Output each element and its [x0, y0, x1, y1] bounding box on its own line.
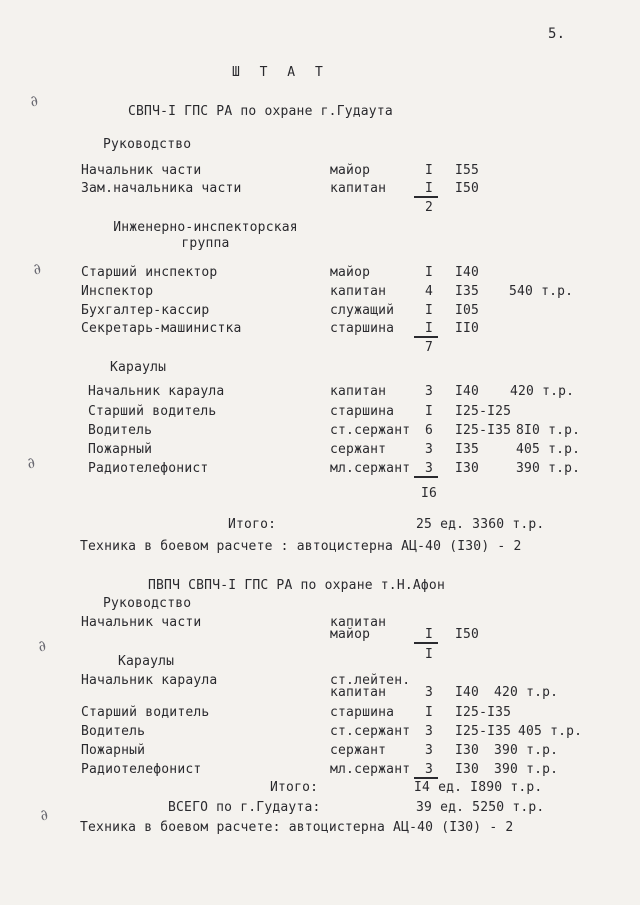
rank-cell: капитан — [330, 384, 387, 399]
salary-cell: I35 — [455, 284, 480, 299]
note-cell: 420 т.р. — [494, 685, 559, 700]
salary-cell: I50 — [455, 627, 480, 642]
note-cell: 405 т.р. — [516, 442, 581, 457]
position-cell: Начальник части — [81, 615, 202, 630]
position-cell: Водитель — [88, 423, 153, 438]
position-cell: Начальник караула — [81, 673, 218, 688]
rank-cell: ст.лейтен. — [330, 673, 411, 688]
rank-cell: ст.сержант — [330, 423, 411, 438]
position-cell: Бухгалтер-кассир — [81, 303, 210, 318]
rank-cell: майор — [330, 265, 371, 280]
group-heading: Караулы — [118, 654, 175, 669]
salary-cell: I40 — [455, 685, 480, 700]
qty-cell: I — [424, 181, 434, 196]
qty-cell: 3 — [424, 442, 434, 457]
subtotal-underline — [414, 476, 438, 478]
total-value: I4 ед. I890 т.р. — [414, 780, 543, 795]
position-cell: Радиотелефонист — [88, 461, 209, 476]
qty-cell: 3 — [424, 762, 434, 777]
rank-cell-second: майор — [330, 627, 371, 642]
rank-cell: сержант — [330, 743, 387, 758]
rank-cell: капитан — [330, 284, 387, 299]
rank-cell: мл.сержант — [330, 762, 411, 777]
position-cell: Инспектор — [81, 284, 154, 299]
position-cell: Зам.начальника части — [81, 181, 242, 196]
rank-cell: старшина — [330, 321, 395, 336]
salary-cell: I25-I35 — [455, 423, 512, 438]
subtotal-value: I6 — [420, 486, 438, 501]
qty-cell: I — [424, 303, 434, 318]
total-label: Итого: — [270, 780, 319, 795]
rank-cell: старшина — [330, 404, 395, 419]
group-heading-text: Инженерно-инспекторская группа — [113, 220, 298, 251]
position-cell: Секретарь-машинистка — [81, 321, 242, 336]
group-heading: Руководство — [103, 596, 192, 611]
rank-cell-second: капитан — [330, 685, 387, 700]
qty-cell: 3 — [424, 724, 434, 739]
equipment-line: Техника в боевом расчете: автоцистерна АЦ-40 (I30) - 2 — [80, 820, 514, 835]
salary-cell: I30 — [455, 461, 480, 476]
rank-cell: служащий — [330, 303, 395, 318]
salary-cell: I40 — [455, 265, 480, 280]
note-cell: 390 т.р. — [516, 461, 581, 476]
group-heading — [113, 220, 298, 252]
margin-handwritten-mark: ∂ — [24, 453, 38, 473]
document-title: Ш Т А Т — [232, 65, 329, 80]
rank-cell: майор — [330, 163, 371, 178]
subtotal-value: 7 — [424, 340, 434, 355]
note-cell: 8I0 т.р. — [516, 423, 581, 438]
total-value: 25 ед. 3360 т.р. — [416, 517, 545, 532]
subtotal-underline — [414, 642, 438, 644]
qty-cell: 3 — [424, 743, 434, 758]
salary-cell: I25-I35 — [455, 724, 512, 739]
note-cell: 420 т.р. — [510, 384, 575, 399]
qty-cell: 3 — [424, 384, 434, 399]
position-cell: Водитель — [81, 724, 146, 739]
qty-cell: 3 — [424, 461, 434, 476]
qty-cell: I — [424, 163, 434, 178]
subtotal-underline — [414, 777, 438, 779]
equipment-line: Техника в боевом расчете : автоцистерна АЦ-40 (I30) - 2 — [80, 539, 522, 554]
margin-handwritten-mark: ∂ — [35, 636, 49, 656]
subtotal-value: I — [424, 647, 434, 662]
section-heading: СВПЧ-I ГПС РА по охране г.Гудаута — [128, 104, 393, 119]
group-heading: Руководство — [103, 137, 192, 152]
total-label: Итого: — [228, 517, 277, 532]
qty-cell: I — [424, 705, 434, 720]
qty-cell: 6 — [424, 423, 434, 438]
salary-cell: I05 — [455, 303, 480, 318]
position-cell: Старший инспектор — [81, 265, 218, 280]
position-cell: Начальник караула — [88, 384, 225, 399]
salary-cell: I55 — [455, 163, 480, 178]
position-cell: Старший водитель — [88, 404, 217, 419]
note-cell: 390 т.р. — [494, 743, 559, 758]
subtotal-value: 2 — [424, 200, 434, 215]
salary-cell: II0 — [455, 321, 480, 336]
qty-cell: I — [424, 265, 434, 280]
position-cell: Начальник части — [81, 163, 202, 178]
margin-handwritten-mark: ∂ — [30, 259, 44, 279]
salary-cell: I25-I25 — [455, 404, 512, 419]
note-cell: 390 т.р. — [494, 762, 559, 777]
qty-cell: 4 — [424, 284, 434, 299]
salary-cell: I50 — [455, 181, 480, 196]
group-heading: Караулы — [110, 360, 167, 375]
position-cell: Пожарный — [88, 442, 153, 457]
rank-cell: капитан — [330, 615, 387, 630]
rank-cell: мл.сержант — [330, 461, 411, 476]
position-cell: Радиотелефонист — [81, 762, 202, 777]
position-cell: Пожарный — [81, 743, 146, 758]
qty-cell: 3 — [424, 685, 434, 700]
rank-cell: ст.сержант — [330, 724, 411, 739]
subtotal-underline — [414, 336, 438, 338]
qty-cell: I — [424, 627, 434, 642]
salary-cell: I30 — [455, 743, 480, 758]
subtotal-underline — [414, 196, 438, 198]
rank-cell: капитан — [330, 181, 387, 196]
grand-total-value: 39 ед. 5250 т.р. — [416, 800, 545, 815]
qty-cell: I — [424, 321, 434, 336]
rank-cell: старшина — [330, 705, 395, 720]
salary-cell: I40 — [455, 384, 480, 399]
margin-handwritten-mark: ∂ — [37, 805, 51, 825]
qty-cell: I — [424, 404, 434, 419]
grand-total-label: ВСЕГО по г.Гудаута: — [168, 800, 321, 815]
page-number: 5. — [548, 26, 566, 42]
section-heading: ПВПЧ СВПЧ-I ГПС РА по охране т.Н.Афон — [148, 578, 445, 593]
position-cell: Старший водитель — [81, 705, 210, 720]
note-cell: 405 т.р. — [518, 724, 583, 739]
salary-cell: I35 — [455, 442, 480, 457]
rank-cell: сержант — [330, 442, 387, 457]
margin-handwritten-mark: ∂ — [27, 91, 41, 111]
salary-cell: I30 — [455, 762, 480, 777]
note-cell: 540 т.р. — [509, 284, 574, 299]
salary-cell: I25-I35 — [455, 705, 512, 720]
